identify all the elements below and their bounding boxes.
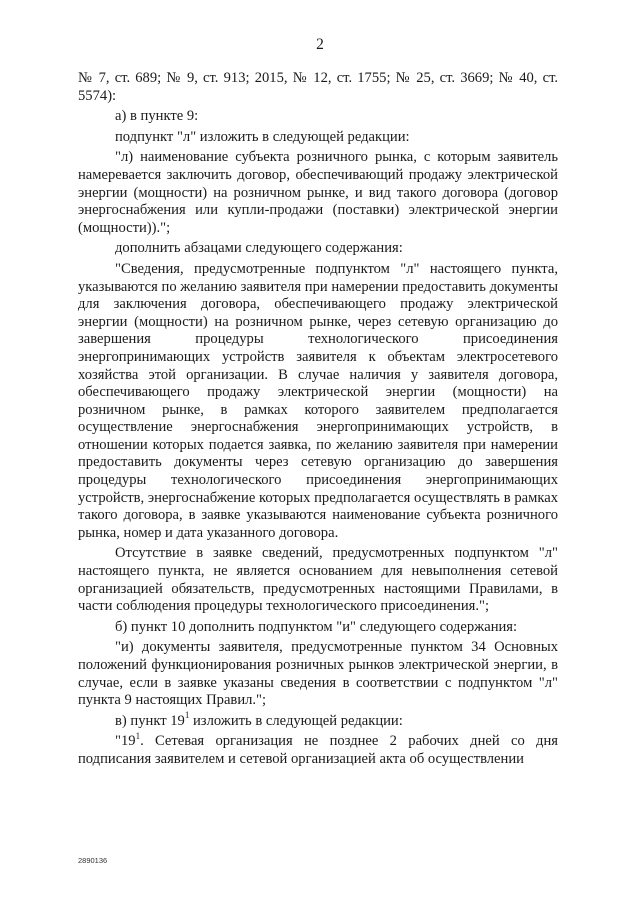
paragraph: № 7, ст. 689; № 9, ст. 913; 2015, № 12, ст. 1755; № 25, ст. 3669; № 40, ст. 5574): bbox=[78, 70, 558, 104]
paragraph: "и) документы заявителя, предусмотренные пунктом 34 Основных положений функционирования розничных рынков электрической энергии, в случае, если в заявке указаны сведения в соответствии с подпунктом "л" пункта 9 настоящих Правил."; bbox=[78, 639, 558, 709]
paragraph: Отсутствие в заявке сведений, предусмотренных подпунктом "л" настоящего пункта, не является основанием для невыполнения сетевой организацией обязательств, предусмотренных настоящими Правилами, в части соблюдения процедуры технологического присоединения."; bbox=[78, 545, 558, 615]
paragraph: подпункт "л" изложить в следующей редакции: bbox=[115, 128, 410, 145]
text-run: в) пункт 19 bbox=[115, 712, 185, 729]
superscript: 1 bbox=[135, 730, 141, 741]
paragraph: "Сведения, предусмотренные подпунктом "л" настоящего пункта, указываются по желанию заявителя при намерении предоставить документы для заключения договора, обеспечивающего продажу электрической энергии (мощности) на розничном рынке, через сетевую организацию до завершения процедуры технологического присоединения энергопринимающих устройств заявителя к объектам электросетевого хозяйства этой организации. В случае наличия у заявителя договора, обеспечивающего продажу электрической энергии (мощности) на розничном рынке, в рамках которого заявителем предполагается осуществление энергоснабжения энергопринимающих устройств, в отношении которых подается заявка, по желанию заявителя при намерении предоставить документы через сетевую организацию до завершения процедуры технологического присоединения энергопринимающих устройств, энергоснабжение которых предполагается осуществлять в рамках такого договора, в заявке указываются наименование субъекта розничного рынка, номер и дата указанного договора. bbox=[78, 260, 558, 541]
paragraph-point-19 bbox=[78, 709, 558, 731]
paragraph: "л) наименование субъекта розничного рынка, с которым заявитель намеревается заключить договор, обеспечивающий продажу электрической энергии (мощности) на розничном рынке, и вид такого договора (договор энергоснабжения или купли-продажи (поставки) электрической энергии (мощности))."; bbox=[78, 149, 558, 236]
superscript: 1 bbox=[184, 709, 190, 720]
paragraph: а) в пункте 9: bbox=[115, 108, 199, 125]
page-number: 2 bbox=[316, 36, 324, 53]
document-body bbox=[78, 70, 558, 772]
text-run: изложить в следующей редакции: bbox=[189, 712, 403, 729]
paragraph: дополнить абзацами следующего содержания: bbox=[115, 240, 403, 257]
document-code: 2890136 bbox=[78, 856, 108, 865]
paragraph-point-19-text bbox=[78, 730, 558, 768]
text-run: "19 bbox=[115, 733, 136, 750]
text-run: . Сетевая организация не позднее 2 рабочих дней со дня подписания заявителем и сетевой организацией акта об осуществлении bbox=[78, 733, 558, 767]
paragraph: б) пункт 10 дополнить подпунктом "и" следующего содержания: bbox=[115, 618, 518, 635]
